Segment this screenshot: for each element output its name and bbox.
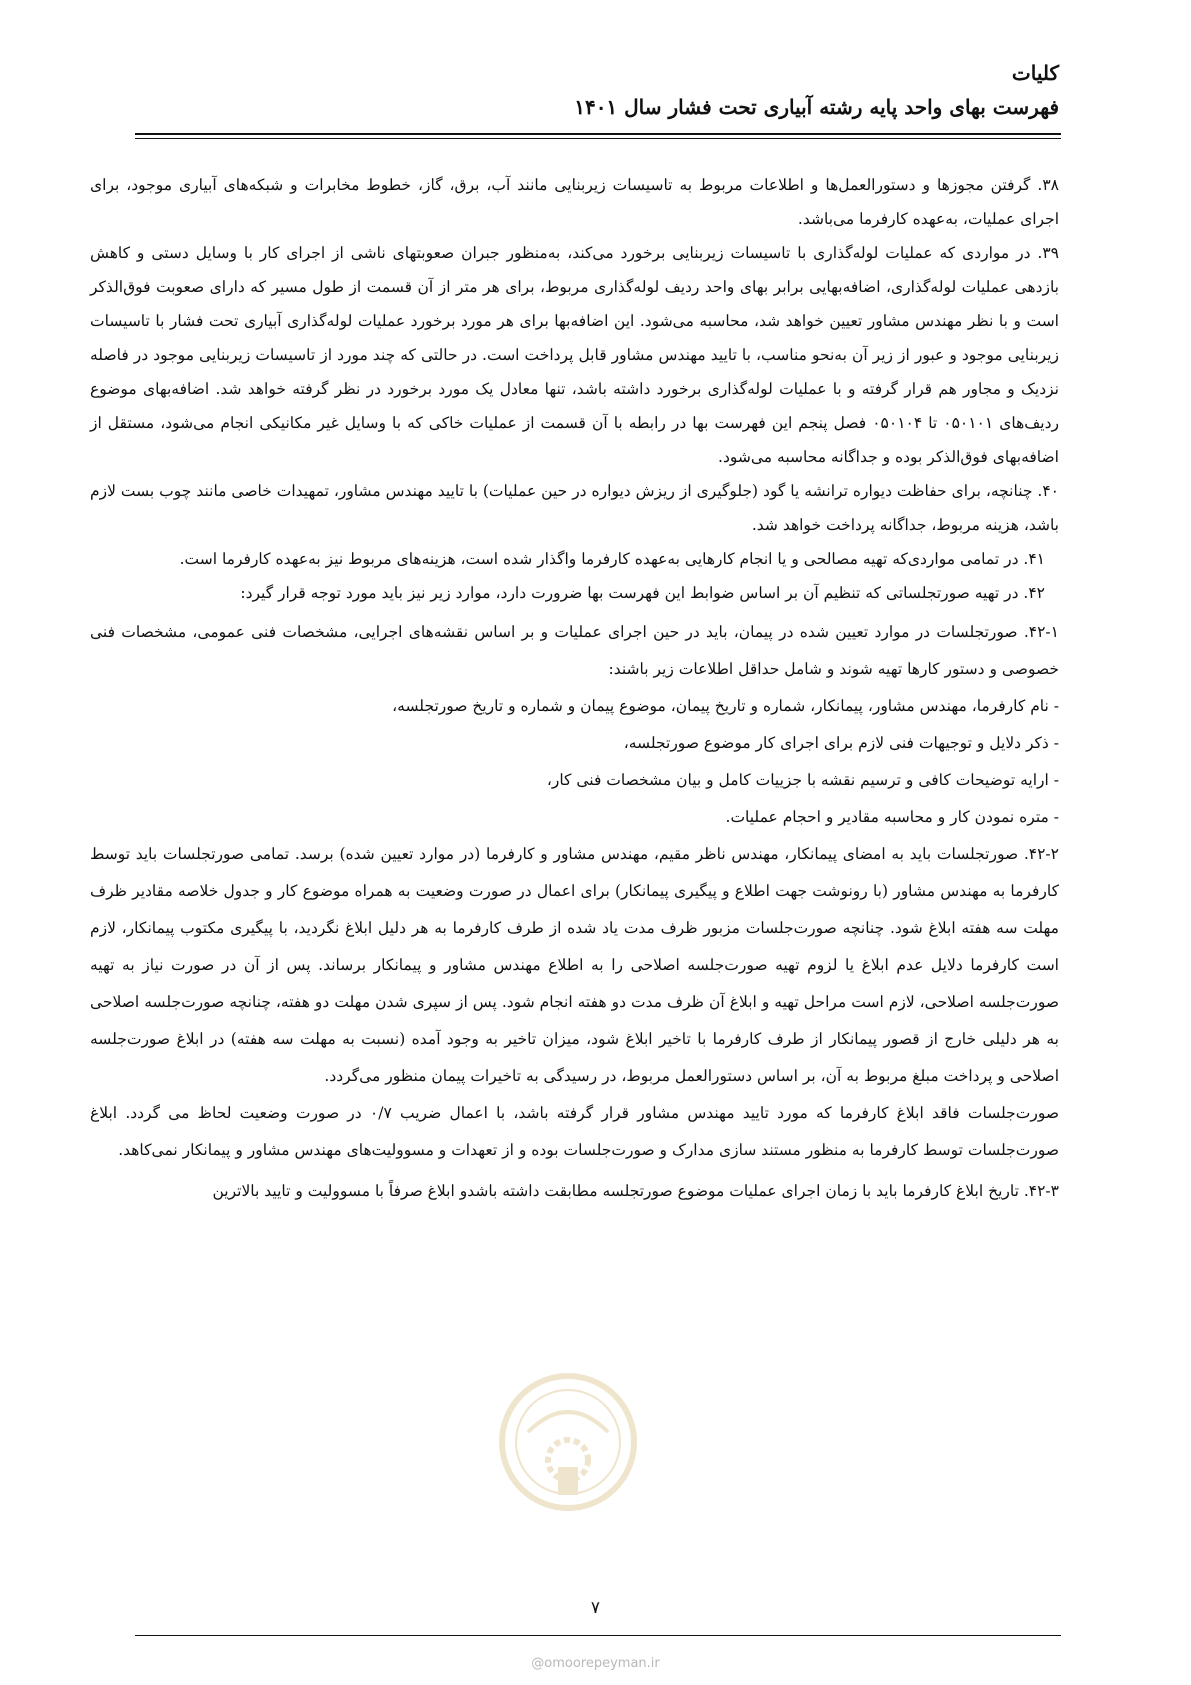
clause-42: ۴۲. در تهیه صورتجلساتی که تنظیم آن بر اساس ضوابط این فهرست بها ضرورت دارد، موارد زیر نیز باید مورد توجه قرار گیرد: <box>240 584 1045 602</box>
list-item: - ارایه توضیحات کافی و ترسیم نقشه با جزییات کامل و بیان مشخصات فنی کار، <box>546 771 1059 789</box>
clause-42-2-note: صورت‌جلسات فاقد ابلاغ کارفرما که مورد تایید مهندس مشاور قرار گرفته باشد، با اعمال ضریب ۰/۷ در صورت وضعیت لحاظ می گردد. ابلاغ صورت‌جلسات توسط کارفرما به منظور مستند سازی مدارک و صورت‌جلسات بوده و از تعهدات و مسوولیت‌های مهندس مشاور و پیمانکار نمی‌کاهد. <box>90 1104 1059 1159</box>
header-rule-thin <box>135 138 1061 139</box>
list-item: - متره نمودن کار و محاسبه مقادیر و احجام عملیات. <box>725 808 1059 826</box>
clause-38: ۳۸. گرفتن مجوزها و دستورالعمل‌ها و اطلاعات مربوط به تاسیسات زیربنایی مانند آب، برق، گاز، خطوط مخابرات و شبکه‌های آبیاری موجود، برای اجرای عملیات، به‌عهده کارفرما می‌باشد. <box>90 176 1059 228</box>
publisher-logo-watermark <box>498 1372 638 1512</box>
list-item: - ذکر دلایل و توجیهات فنی لازم برای اجرای کار موضوع صورتجلسه، <box>623 734 1059 752</box>
clause-39: ۳۹. در مواردی که عملیات لوله‌گذاری با تاسیسات زیربنایی برخورد می‌کند، به‌منظور جبران صعوبتهای ناشی از اجرای کار با وسایل دستی و کاهش بازدهی عملیات لوله‌گذاری، اضافه‌بهایی برابر بهای واحد ردیف لوله‌گذاری مربوط، برای هر متر از آن قسمت از طول مسیر که دارای صعوبت فوق‌الذکر است و با نظر مهندس مشاور تعیین خواهد شد، محاسبه می‌شود. این اضافه‌بها برای هر مورد برخورد عملیات لوله‌گذاری آبیاری تحت فشار با تاسیسات زیربنایی موجود و عبور از زیر آن به‌نحو مناسب، با تایید مهندس مشاور قابل پرداخت است. در حالتی که چند مورد از تاسیسات زیربنایی موجود در فاصله نزدیک و مجاور هم قرار گرفته و با عملیات لوله‌گذاری برخورد داشته باشد، تنها معادل یک مورد برخورد در نظر گرفته خواهد شد. اضافه‌بهای موضوع ردیف‌های ۰۵۰۱۰۱ تا ۰۵۰۱۰۴ فصل پنجم این فهرست بها در رابطه با آن قسمت از عملیات خاکی که با وسایل غیر مکانیکی انجام می‌شود، مستقل از اضافه‌بهای فوق‌الذکر بوده و جداگانه محاسبه می‌شود. <box>90 244 1059 466</box>
clause-42-1: ۴۲-۱. صورتجلسات در موارد تعیین شده در پیمان، باید در حین اجرای عملیات و بر اساس نقشه‌های اجرایی، مشخصات فنی عمومی، مشخصات فنی خصوصی و دستور کارها تهیه شوند و شامل حداقل اطلاعات زیر باشند: <box>90 623 1059 678</box>
footer-rule <box>135 1635 1061 1636</box>
document-title: فهرست بهای واحد پایه رشته آبیاری تحت فشار سال ۱۴۰۱ <box>574 95 1059 119</box>
page-body <box>90 168 1059 1210</box>
clause-40: ۴۰. چنانچه، برای حفاظت دیواره ترانشه یا گود (جلوگیری از ریزش دیواره در حین عملیات) با تایید مهندس مشاور، تمهیدات خاصی مانند چوب بست لازم باشد، هزینه مربوط، جداگانه پرداخت خواهد شد. <box>90 482 1059 534</box>
page-header <box>138 58 1059 122</box>
website-watermark: @omoorepeyman.ir <box>531 1656 660 1671</box>
section-title: کلیات <box>1011 61 1059 85</box>
clause-41: ۴۱. در تمامی مواردی‌که تهیه مصالحی و یا انجام کارهایی به‌عهده کارفرما واگذار شده است، هزینه‌های مربوط نیز به‌عهده کارفرما است. <box>179 550 1045 568</box>
clause-42-2: ۴۲-۲. صورتجلسات باید به امضای پیمانکار، مهندس ناظر مقیم، مهندس مشاور و کارفرما (در موارد تعیین شده) برسد. تمامی صورتجلسات باید توسط کارفرما به مهندس مشاور (با رونوشت جهت اطلاع و پیگیری پیمانکار) برای اعمال در صورت وضعیت به همراه موضوع کار و جدول خلاصه مقادیر ظرف مهلت سه هفته ابلاغ شود. چنانچه صورت‌جلسات مزبور ظرف مدت یاد شده از طرف کارفرما به هر دلیل ابلاغ نگردید، با پیگیری مکتوب پیمانکار، لازم است کارفرما دلایل عدم ابلاغ یا لزوم تهیه صورت‌جلسه اصلاحی را به اطلاع مهندس مشاور و پیمانکار برساند. پس از آن در صورت نیاز به تهیه صورت‌جلسه اصلاحی، لازم است مراحل تهیه و ابلاغ آن ظرف مدت دو هفته انجام شود. پس از سپری شدن مهلت دو هفته، چنانچه صورت‌جلسه اصلاحی به هر دلیلی خارج از قصور پیمانکار از طرف کارفرما با تاخیر ابلاغ شود، میزان تاخیر به وجود آمده (نسبت به مهلت سه هفته) در ابلاغ صورت‌جلسه اصلاحی و پرداخت مبلغ مربوط به آن، بر اساس دستورالعمل مربوط، در رسیدگی به تاخیرات پیمان منظور می‌گردد. <box>90 845 1059 1085</box>
page-number: ۷ <box>590 1598 601 1618</box>
list-item: - نام کارفرما، مهندس مشاور، پیمانکار، شماره و تاریخ پیمان، موضوع پیمان و شماره و تاریخ صورتجلسه، <box>392 697 1059 715</box>
header-rule-thick <box>135 133 1061 135</box>
clause-42-3: ۴۲-۳. تاریخ ابلاغ کارفرما باید با زمان اجرای عملیات موضوع صورتجلسه مطابقت داشته باشدو ابلاغ صرفاً با مسوولیت و تایید بالاترین <box>212 1182 1059 1200</box>
